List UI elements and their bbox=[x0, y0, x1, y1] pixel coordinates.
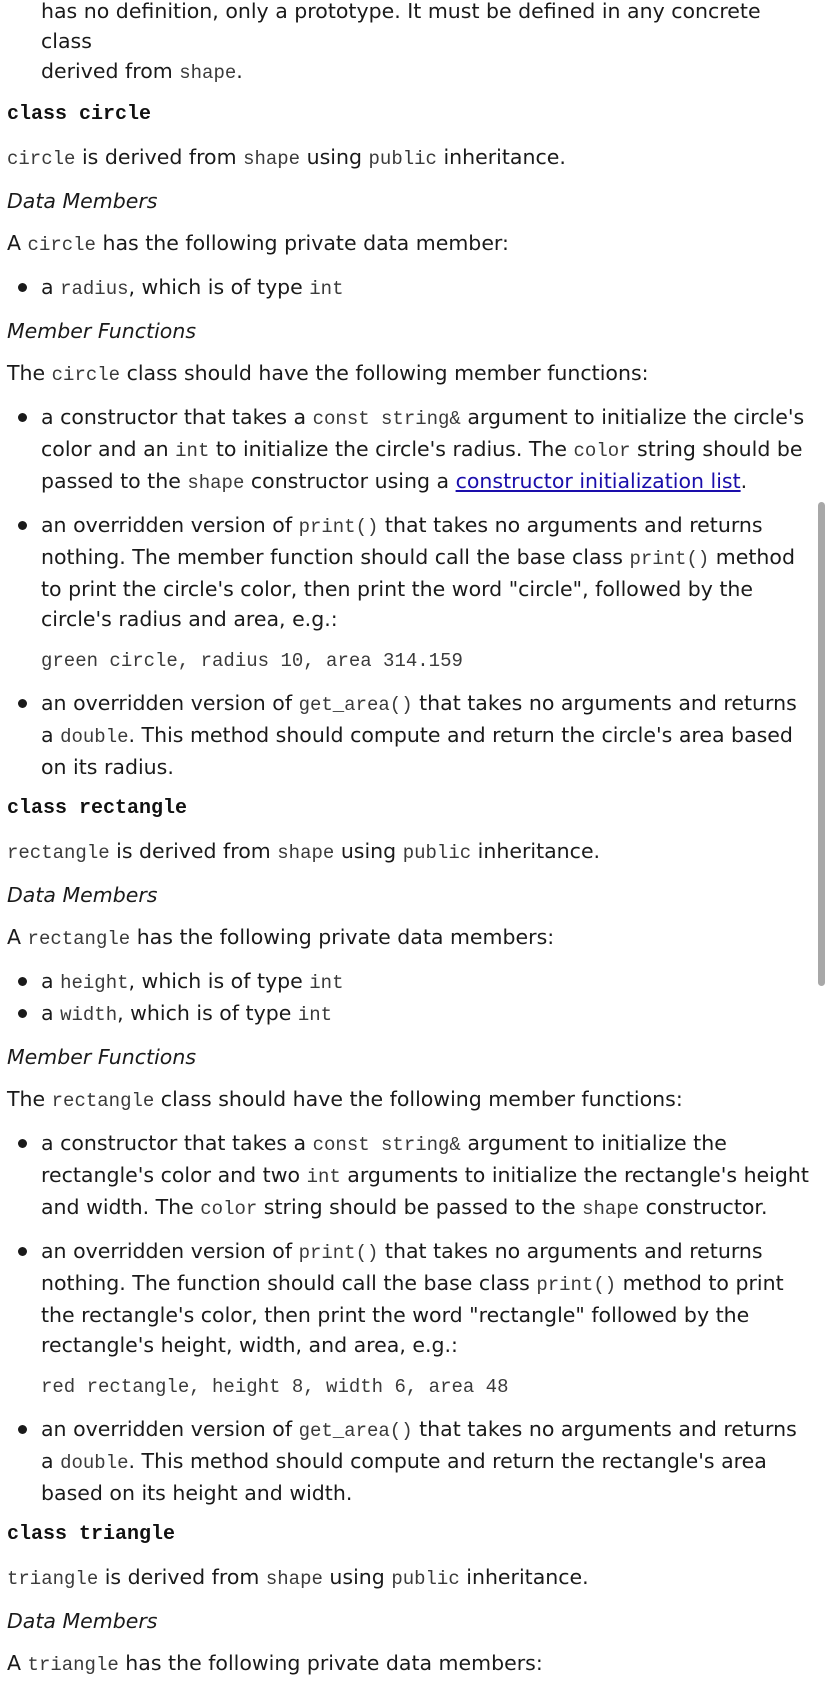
code-span: rectangle bbox=[27, 928, 131, 950]
list-item bbox=[7, 402, 815, 498]
code-span: double bbox=[60, 1452, 129, 1474]
text-span: is derived from bbox=[109, 839, 278, 863]
list-item bbox=[7, 272, 815, 304]
text-span: method to print the rectangle's color, then print the word "rectangle" followed by the rectangle's height, width, and area, e.g.: bbox=[41, 1271, 784, 1357]
section-title-data-members: Data Members bbox=[7, 189, 158, 213]
text-span: a bbox=[41, 275, 61, 299]
code-span: public bbox=[391, 1568, 460, 1590]
data-members-list bbox=[7, 966, 815, 1030]
text-span: is derived from bbox=[98, 1565, 266, 1589]
text-span: . This method should compute and return the rectangle's area based on its height and width. bbox=[41, 1449, 767, 1505]
text-span: inheritance. bbox=[436, 145, 566, 169]
text-span: class should have the following member functions: bbox=[120, 361, 649, 385]
code-span: print() bbox=[536, 1274, 617, 1296]
section-title-member-functions: Member Functions bbox=[7, 1045, 197, 1069]
text-span: argument to initialize the rectangle's color and two bbox=[41, 1131, 727, 1187]
code-span: circle bbox=[27, 234, 96, 256]
text-span: , which is of type bbox=[117, 1001, 298, 1025]
code-span: color bbox=[200, 1198, 258, 1220]
text-span: to initialize the circle's radius. The bbox=[209, 437, 574, 461]
code-span: triangle bbox=[7, 1568, 99, 1590]
section-title-member-functions: Member Functions bbox=[7, 319, 197, 343]
text-span: , which is of type bbox=[128, 969, 310, 993]
text-span: that takes no arguments and returns a bbox=[41, 691, 797, 747]
text-span: has the following private data member: bbox=[95, 231, 509, 255]
code-span: public bbox=[402, 842, 472, 864]
text-span: . bbox=[740, 469, 748, 493]
code-span: print() bbox=[298, 1242, 379, 1264]
code-span: int bbox=[175, 440, 210, 462]
code-span: radius bbox=[60, 278, 129, 300]
member-functions-intro bbox=[7, 358, 815, 390]
code-span: const string& bbox=[312, 1134, 461, 1156]
code-span: const string& bbox=[312, 408, 461, 430]
code-span: shape bbox=[582, 1198, 640, 1220]
code-span: circle bbox=[7, 148, 76, 170]
class-heading-circle: class circle bbox=[7, 103, 152, 126]
data-members-list bbox=[7, 272, 815, 304]
code-span: print() bbox=[629, 548, 710, 570]
intro-text: derived from bbox=[41, 59, 180, 83]
derivation-paragraph bbox=[7, 142, 815, 174]
text-span: argument to initialize the circle's color and an bbox=[41, 405, 805, 461]
text-span: using bbox=[334, 839, 403, 863]
text-span: using bbox=[322, 1565, 392, 1589]
code-span: width bbox=[60, 1004, 118, 1026]
text-span: is derived from bbox=[75, 145, 244, 169]
intro-paragraph bbox=[7, 0, 815, 88]
text-span: The bbox=[7, 1087, 52, 1111]
text-span: that takes no arguments and returns nothing. The member function should call the base class bbox=[41, 513, 763, 569]
code-span: shape bbox=[179, 62, 237, 84]
code-span: rectangle bbox=[51, 1090, 155, 1112]
text-span: string should be passed to the bbox=[41, 437, 803, 493]
list-item bbox=[7, 688, 815, 782]
vertical-scrollbar[interactable] bbox=[818, 502, 825, 986]
text-span: class should have the following member functions: bbox=[154, 1087, 683, 1111]
derivation-paragraph bbox=[7, 836, 815, 868]
member-functions-list bbox=[7, 402, 815, 634]
code-example: green circle, radius 10, area 314.159 bbox=[41, 650, 463, 672]
code-span: shape bbox=[277, 842, 335, 864]
member-functions-list bbox=[7, 688, 815, 782]
data-members-intro bbox=[7, 228, 815, 260]
list-item bbox=[7, 1414, 815, 1508]
member-functions-intro bbox=[7, 1084, 815, 1116]
text-span: a constructor that takes a bbox=[41, 1131, 313, 1155]
code-span: int bbox=[297, 1004, 333, 1026]
text-span: using bbox=[300, 145, 369, 169]
code-span: shape bbox=[243, 148, 301, 170]
code-span: double bbox=[60, 726, 129, 748]
code-span: int bbox=[309, 278, 344, 300]
text-span: a constructor that takes a bbox=[41, 405, 313, 429]
list-item bbox=[7, 1236, 815, 1360]
list-item bbox=[7, 966, 815, 998]
code-example: red rectangle, height 8, width 6, area 48 bbox=[41, 1376, 509, 1398]
code-span: get_area() bbox=[298, 694, 413, 716]
text-span: constructor. bbox=[639, 1195, 768, 1219]
code-span: shape bbox=[265, 1568, 323, 1590]
text-span: arguments to initialize the rectangle's height and width. The bbox=[41, 1163, 809, 1219]
intro-text: . bbox=[236, 59, 243, 83]
text-span: a bbox=[41, 1001, 61, 1025]
text-span: inheritance. bbox=[471, 839, 601, 863]
list-item bbox=[7, 510, 815, 634]
code-span: height bbox=[60, 972, 129, 994]
code-span: circle bbox=[51, 364, 121, 386]
code-span: int bbox=[309, 972, 344, 994]
text-span: a bbox=[41, 969, 61, 993]
intro-text: has no definition, only a prototype. It must be defined in any concrete class bbox=[41, 0, 761, 53]
member-functions-list bbox=[7, 1414, 815, 1508]
class-heading-rectangle: class rectangle bbox=[7, 797, 188, 820]
text-span: string should be passed to the bbox=[257, 1195, 583, 1219]
text-span: , which is of type bbox=[128, 275, 310, 299]
list-item bbox=[7, 1128, 815, 1224]
text-span: an overridden version of bbox=[41, 1239, 299, 1263]
code-span: rectangle bbox=[7, 842, 110, 864]
code-span: int bbox=[306, 1166, 341, 1188]
data-members-intro bbox=[7, 922, 815, 954]
text-span: an overridden version of bbox=[41, 513, 299, 537]
text-span: has the following private data members: bbox=[118, 1651, 543, 1675]
text-span: inheritance. bbox=[459, 1565, 589, 1589]
text-span: A bbox=[7, 925, 28, 949]
code-span: color bbox=[573, 440, 631, 462]
text-span: The bbox=[7, 361, 52, 385]
text-span: A bbox=[7, 1651, 28, 1675]
code-span: triangle bbox=[27, 1654, 119, 1676]
code-span: get_area() bbox=[298, 1420, 413, 1442]
code-span: print() bbox=[298, 516, 379, 538]
text-span: an overridden version of bbox=[41, 1417, 299, 1441]
text-span: that takes no arguments and returns a bbox=[41, 1417, 797, 1473]
document-page bbox=[7, 0, 815, 1692]
text-span: has the following private data members: bbox=[130, 925, 555, 949]
text-span: that takes no arguments and returns nothing. The function should call the base class bbox=[41, 1239, 763, 1295]
section-title-data-members: Data Members bbox=[7, 883, 158, 907]
derivation-paragraph bbox=[7, 1562, 815, 1594]
text-span: A bbox=[7, 231, 28, 255]
section-title-data-members: Data Members bbox=[7, 1609, 158, 1633]
data-members-intro bbox=[7, 1648, 815, 1680]
code-span: shape bbox=[187, 472, 245, 494]
list-item bbox=[7, 998, 815, 1030]
text-span: constructor using a bbox=[244, 469, 456, 493]
text-span: . This method should compute and return the circle's area based on its radius. bbox=[41, 723, 793, 779]
constructor-initialization-list-link[interactable]: constructor initialization list bbox=[455, 469, 741, 493]
class-heading-triangle: class triangle bbox=[7, 1523, 176, 1546]
text-span: method to print the circle's color, then print the word "circle", followed by the circle's radius and area, e.g.: bbox=[41, 545, 795, 631]
member-functions-list bbox=[7, 1128, 815, 1360]
text-span: an overridden version of bbox=[41, 691, 299, 715]
code-span: public bbox=[368, 148, 437, 170]
